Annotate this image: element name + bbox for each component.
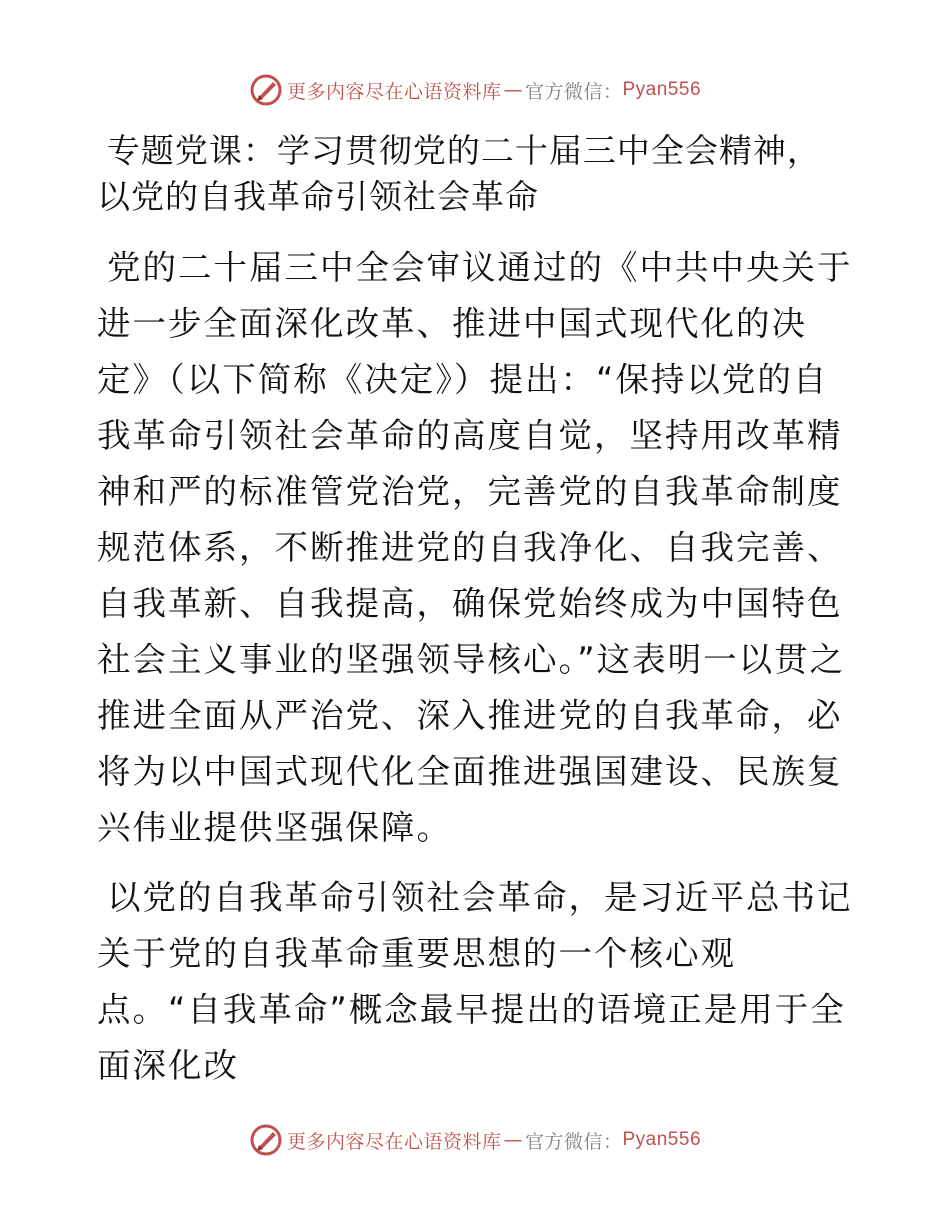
- banner-text: 更多内容尽在心语资料库: [286, 80, 502, 103]
- footer-banner: [0, 1120, 950, 1160]
- banner-wechat-label: 官方微信：: [524, 80, 623, 103]
- title-line-1: 专题党课：学习贯彻党的二十届三中全会精神，: [106, 131, 821, 170]
- document-title: [97, 128, 857, 220]
- banner-wechat-id: Pyan556: [622, 1129, 702, 1150]
- document-body: [97, 128, 857, 1094]
- paragraph-1: 党的二十届三中全会审议通过的《中共中央关于进一步全面深化改革、推进中国式现代化的决定》（以下简称《决定》）提出：“保持以党的自我革命引领社会革命的高度自觉，坚持用改革精神和严的标准管党治党，完善党的自我革命制度规范体系，不断推进党的自我净化、自我完善、自我革新、自我提高，确保党始终成为中国特色社会主义事业的坚强领导核心。”这表明一以贯之推进全面从严治党、深入推进党的自我革命，必将为以中国式现代化全面推进强国建设、民族复兴伟业提供坚强保障。: [97, 248, 853, 847]
- banner-wechat-label: 官方微信：: [524, 1130, 623, 1153]
- banner-separator: —: [503, 79, 523, 101]
- header-banner: [0, 70, 950, 110]
- quill-pen-logo-icon: [249, 73, 283, 107]
- banner-separator: —: [503, 1129, 523, 1151]
- quill-pen-logo-icon: [249, 1123, 283, 1157]
- title-line-2: 以党的自我革命引领社会革命: [97, 177, 539, 216]
- banner-wechat-id: Pyan556: [622, 79, 702, 100]
- paragraph-2: 以党的自我革命引领社会革命，是习近平总书记关于党的自我革命重要思想的一个核心观点。“自我革命”概念最早提出的语境正是用于全面深化改: [97, 878, 853, 1085]
- banner-text: 更多内容尽在心语资料库: [286, 1130, 502, 1153]
